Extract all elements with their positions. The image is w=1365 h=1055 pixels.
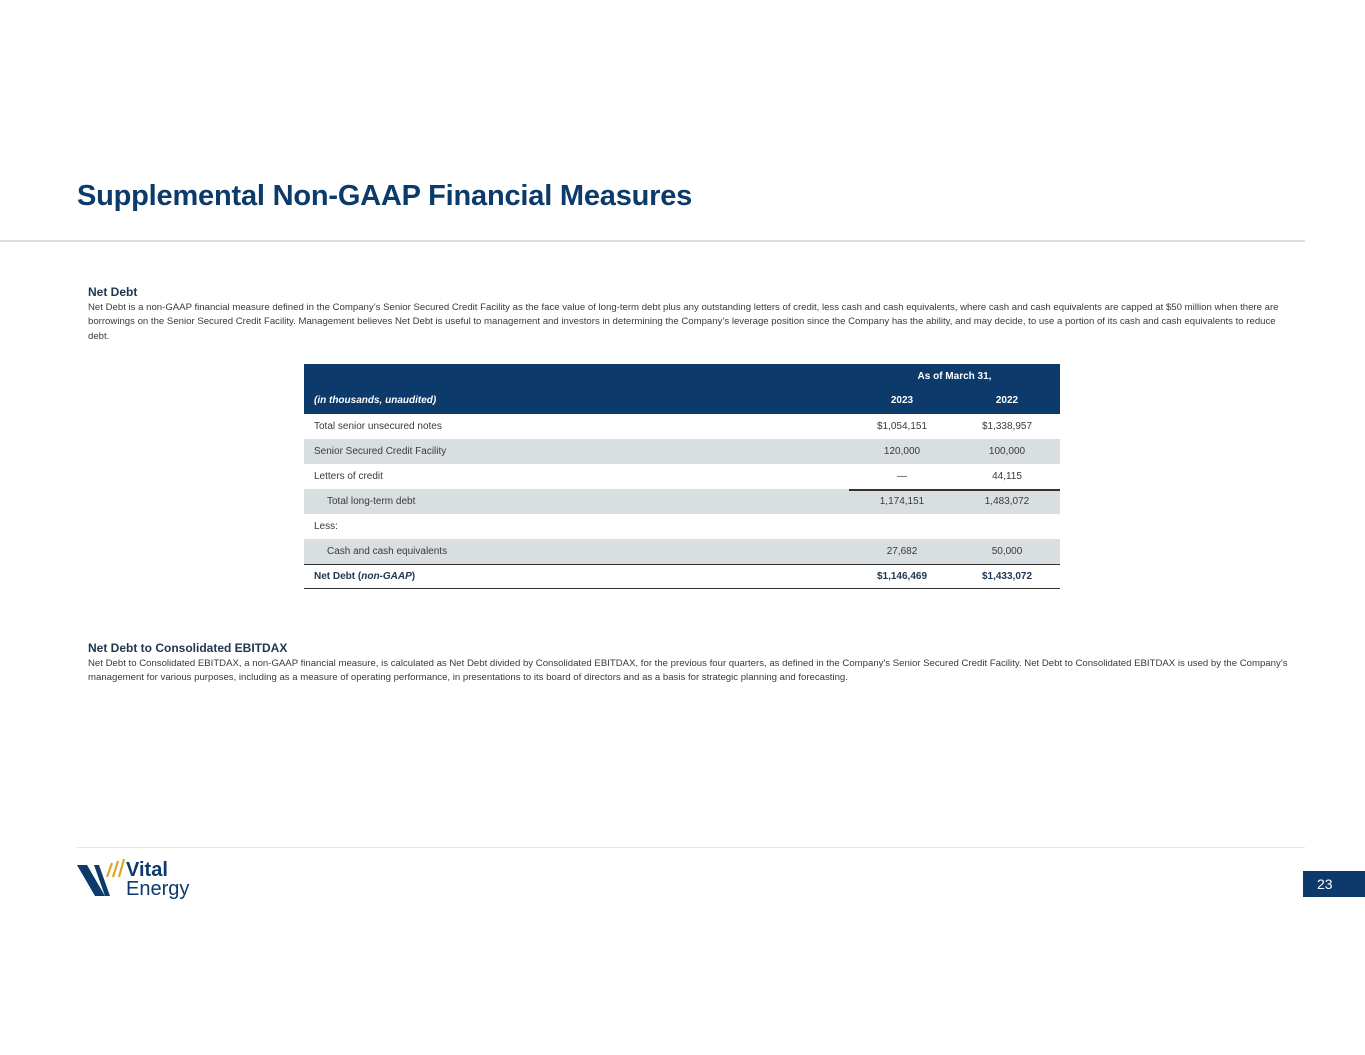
table-row-total [304,564,1060,589]
column-header-2023: 2023 [890,395,914,406]
value-2022: 100,000 [988,446,1026,457]
vital-energy-logo [77,857,207,903]
table-header [304,364,1060,414]
total-label-main: Net Debt ( [314,571,362,582]
value-2022: $1,338,957 [981,421,1033,432]
units-label: (in thousands, unaudited) [314,395,437,406]
row-label: Total senior unsecured notes [314,421,442,432]
column-header-2022: 2022 [995,395,1019,406]
value-2023: 1,174,151 [879,496,925,507]
row-label: Letters of credit [314,471,383,482]
value-2023: 27,682 [886,546,918,557]
page-title: Supplemental Non-GAAP Financial Measures [77,180,693,212]
total-label-italic: non-GAAP [361,571,412,582]
table-row [304,439,1060,464]
table-row-subtotal [304,489,1060,514]
column-group-header: As of March 31, [917,371,992,382]
row-label: Total long-term debt [327,496,416,507]
net-debt-description: Net Debt is a non-GAAP financial measure defined in the Company’s Senior Secured Credit Facility as the face value of long-term debt plus any outstanding letters of credit, less cash and cash equivalents, where cash and cash equivalents are capped at $50 million when there are borrowings on the Senior Secured Credit Facility. Management believes Net Debt is useful to management and investors in determining the Company’s leverage position since the Company has the ability, and may decide, to use a portion of its cash and cash equivalents to reduce debt. [88,302,1279,342]
footer-divider [77,847,1305,848]
total-value-2022: $1,433,072 [981,571,1033,582]
row-label: Less: [314,521,338,532]
logo-mark-icon [77,857,125,901]
value-2023: $1,054,151 [876,421,928,432]
table-row [304,464,1060,489]
table-row [304,539,1060,564]
page-number: 23 [1303,871,1365,897]
ebitdax-description: Net Debt to Consolidated EBITDAX, a non-GAAP financial measure, is calculated as Net Debt divided by Consolidated EBITDAX, for the previous four quarters, as defined in the Company's Senior Secured Credit Facility. Net Debt to Consolidated EBITDAX is used by the Company’s management for various purposes, including as a measure of operating performance, in presentations to its board of directors and as a basis for strategic planning and forecasting. [88,658,1288,684]
row-label: Cash and cash equivalents [327,546,448,557]
total-label [314,565,415,588]
row-label: Senior Secured Credit Facility [314,446,447,457]
ebitdax-heading: Net Debt to Consolidated EBITDAX [88,641,288,655]
net-debt-section [88,285,1288,344]
net-debt-table [304,364,1060,589]
value-2022: 1,483,072 [984,496,1030,507]
total-label-close: ) [411,571,416,582]
table-row [304,414,1060,439]
logo-text-energy: Energy [126,878,190,900]
value-2023: — [897,471,907,482]
total-value-2023: $1,146,469 [876,571,928,582]
value-2022: 50,000 [991,546,1023,557]
table-row [304,514,1060,539]
net-debt-heading: Net Debt [88,285,138,299]
logo-text-vital: Vital [126,859,168,881]
value-2022: 44,115 [992,471,1022,482]
title-divider [0,240,1305,242]
value-2023: 120,000 [883,446,921,457]
ebitdax-section [88,641,1288,686]
